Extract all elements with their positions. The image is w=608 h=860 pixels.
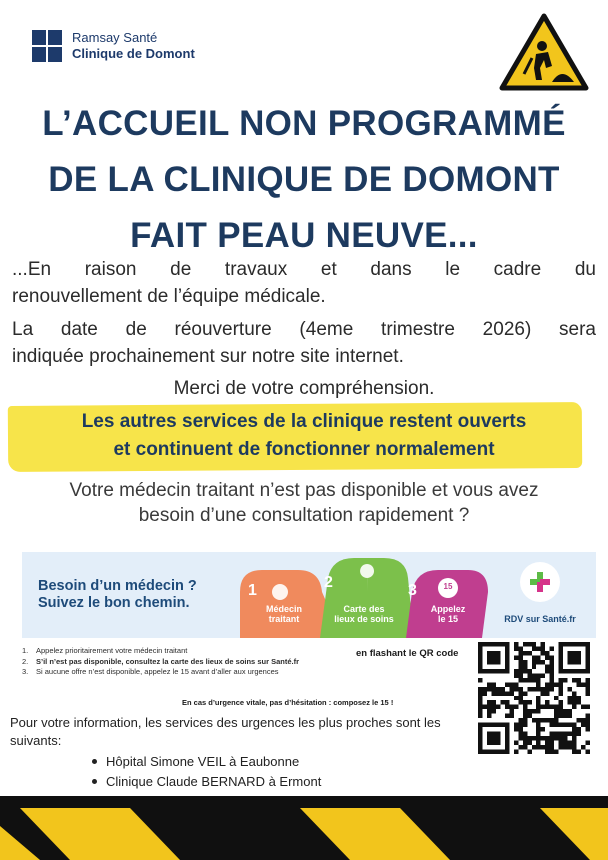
title-line-3: FAIT PEAU NEUVE... — [130, 216, 478, 255]
list-item-number: 1. — [22, 646, 29, 655]
sante-fr-logo-icon — [520, 562, 560, 602]
question-line-1: Votre médecin traitant n’est pas disponible et vous avez — [69, 480, 539, 501]
step-2-label-line-2: lieux de soins — [334, 614, 394, 624]
highlight-line-2: et continuent de fonctionner normalement — [113, 439, 495, 460]
question-line-2: besoin d’une consultation rapidement ? — [138, 505, 470, 526]
doctor-question — [0, 478, 608, 528]
list-item-text: Si aucune offre n’est disponible, appelez le 15 avant d’aller aux urgences — [36, 667, 279, 676]
step-3-number: 3 — [408, 582, 417, 599]
reopening-line-2: indiquée prochainement sur notre site internet. — [12, 346, 404, 367]
page-title — [0, 96, 608, 264]
step-2-label — [328, 604, 400, 624]
step-3-badge: 15 — [443, 582, 453, 591]
banner-question-line-2: Suivez le bon chemin. — [38, 595, 190, 611]
step-1-label-line-2: traitant — [268, 614, 300, 624]
step-3-label-line-2: le 15 — [437, 614, 459, 624]
logo-clinic-name: Clinique de Domont — [72, 46, 195, 61]
list-item: Hôpital Simone VEIL à Eaubonne — [90, 752, 321, 772]
step-1-label — [254, 604, 314, 624]
works-line-1: ...En raison de travaux et dans le cadre du — [12, 259, 596, 280]
rdv-sante-link: RDV sur Santé.fr — [504, 614, 576, 624]
hazard-stripe-1 — [0, 826, 40, 860]
list-item-number: 3. — [22, 667, 29, 676]
banner-question-line-1: Besoin d’un médecin ? — [38, 578, 197, 594]
step-1-number: 1 — [248, 582, 257, 599]
reopening-line-1: La date de réouverture (4eme trimestre 2026) sera — [12, 319, 596, 340]
road-works-icon — [498, 12, 590, 92]
step-1-doctor-icon — [272, 584, 288, 600]
step-2-label-line-1: Carte des — [343, 604, 385, 614]
list-item — [22, 646, 299, 657]
hazard-stripe-2 — [20, 808, 180, 860]
title-line-1: L’ACCUEIL NON PROGRAMMÉ — [42, 104, 566, 143]
step-1-label-line-1: Médecin — [265, 604, 302, 614]
qr-finder-pattern — [478, 723, 509, 754]
qr-finder-pattern — [559, 642, 590, 673]
steps-list — [22, 646, 299, 678]
qr-code[interactable] — [478, 642, 590, 754]
works-line-2: renouvellement de l’équipe médicale. — [12, 286, 326, 307]
list-item — [22, 667, 299, 678]
emergency-notice: En cas d’urgence vitale, pas d’hésitation : composez le 15 ! — [182, 698, 394, 707]
title-line-2: DE LA CLINIQUE DE DOMONT — [48, 160, 560, 199]
list-item-text: Appelez prioritairement votre médecin traitant — [36, 646, 188, 655]
list-item-number: 2. — [22, 656, 29, 666]
list-item: Clinique Claude BERNARD à Ermont — [90, 772, 321, 792]
clinic-logo — [32, 30, 195, 62]
hazard-stripe-4 — [540, 808, 608, 860]
hospital-list — [90, 752, 321, 792]
list-item — [22, 657, 299, 668]
step-3-label-line-1: Appelez — [430, 604, 466, 614]
reopening-paragraph — [12, 316, 596, 370]
hazard-stripe-3 — [300, 808, 450, 860]
qr-caption: en flashant le QR code — [356, 648, 459, 659]
care-path-banner — [22, 552, 596, 638]
hazard-stripe — [0, 796, 608, 860]
step-3-label — [418, 604, 478, 624]
care-path-shapes — [22, 552, 596, 638]
highlight-line-1: Les autres services de la clinique restent ouverts — [81, 411, 527, 432]
ramsay-logo-icon — [32, 30, 62, 62]
list-item-text: S’il n’est pas disponible, consultez la carte des lieux de soins sur Santé.fr — [36, 656, 299, 666]
logo-brand: Ramsay Santé — [72, 30, 158, 45]
thanks-text: Merci de votre compréhension. — [173, 378, 435, 399]
works-paragraph — [12, 256, 596, 310]
qr-finder-pattern — [478, 642, 509, 673]
step-2-number: 2 — [324, 574, 333, 591]
highlight-text — [0, 408, 608, 464]
emergency-info: Pour votre information, les services des urgences les plus proches sont les suivants: — [10, 715, 441, 748]
